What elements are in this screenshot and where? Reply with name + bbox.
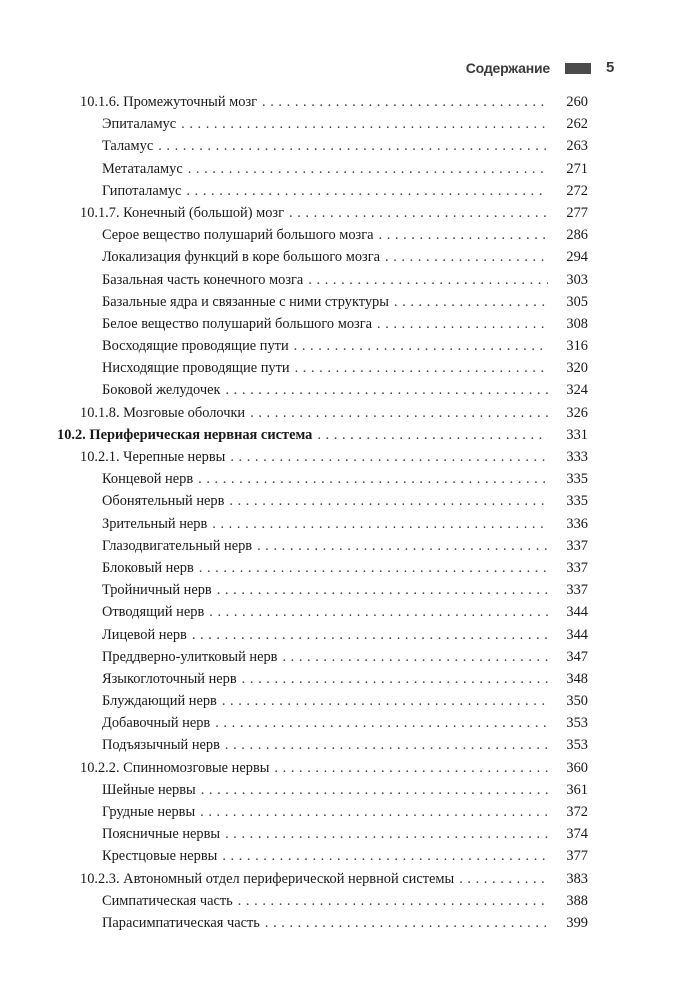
toc-entry-page: 361 [566, 781, 588, 798]
toc-entry-title: Боковой желудочек [102, 382, 221, 399]
toc-entry-page: 277 [566, 204, 588, 221]
toc-leader-dots [200, 801, 548, 823]
toc-entry-page: 331 [566, 426, 588, 443]
toc-leader-dots [212, 513, 548, 535]
toc-entry-page: 316 [566, 338, 588, 355]
toc-entry [57, 668, 588, 690]
toc-entry-page: 260 [566, 94, 588, 110]
toc-leader-dots [257, 535, 548, 557]
toc-entry [57, 180, 588, 202]
toc-entry-page: 360 [566, 759, 588, 776]
toc-entry [57, 202, 588, 224]
toc-entry-page: 324 [566, 382, 588, 399]
toc-entry-page: 320 [566, 360, 588, 377]
toc-entry-page: 383 [566, 870, 588, 887]
toc-entry-page: 326 [566, 404, 588, 421]
toc-entry-title: 10.2.3. Автономный отдел периферической нервной системы [80, 870, 455, 887]
toc-entry-page: 374 [566, 826, 588, 843]
toc-leader-dots [282, 646, 548, 668]
toc-entry-title: Белое вещество полушарий большого мозга [102, 315, 372, 332]
toc-leader-dots [186, 180, 548, 202]
toc-entry [57, 601, 588, 623]
toc-leader-dots [158, 135, 548, 157]
toc-entry [57, 757, 588, 779]
toc-entry-page: 348 [566, 670, 588, 687]
toc-entry [57, 402, 588, 424]
toc-entry-title: Добавочный нерв [102, 715, 211, 732]
toc-entry-page: 337 [566, 537, 588, 554]
toc-entry-title: Поясничные нервы [102, 826, 221, 843]
toc-entry-title: Подъязычный нерв [102, 737, 220, 754]
toc-leader-dots [225, 734, 548, 756]
toc-leader-dots [265, 912, 548, 934]
toc-entry-title: Зрительный нерв [102, 515, 208, 532]
toc-entry [57, 690, 588, 712]
toc-entry-page: 263 [566, 138, 588, 155]
toc-entry-title: Таламус [102, 138, 154, 155]
toc-entry-page: 388 [566, 892, 588, 909]
toc-entry-title: Языкоглоточный нерв [102, 670, 237, 687]
running-head [0, 58, 682, 80]
toc-leader-dots [317, 424, 548, 446]
toc-leader-dots [262, 91, 548, 113]
toc-entry-page: 337 [566, 559, 588, 576]
running-head-bar [565, 63, 591, 74]
toc-entry-page: 333 [566, 449, 588, 465]
toc-entry-title: Шейные нервы [102, 781, 196, 798]
toc-entry-page: 271 [566, 160, 588, 177]
toc-leader-dots [215, 712, 548, 734]
toc-entry-title: Преддверно-улитковый нерв [102, 648, 278, 665]
toc-entry-title: Обонятельный нерв [102, 493, 225, 510]
toc-leader-dots [308, 269, 548, 291]
toc-entry-page: 294 [566, 249, 588, 266]
toc-entry [57, 224, 588, 246]
toc-entry [57, 113, 588, 135]
toc-leader-dots [289, 202, 548, 224]
toc-entry-title: Метаталамус [102, 160, 183, 177]
toc-entry [57, 890, 588, 912]
toc-entry [57, 91, 588, 113]
running-head-title: Содержание [465, 60, 550, 76]
toc-entry [57, 734, 588, 756]
toc-entry-title: Блуждающий нерв [102, 693, 217, 710]
toc-entry [57, 291, 588, 313]
toc-entry [57, 779, 588, 801]
toc-entry [57, 135, 588, 157]
toc-entry-title: Тройничный нерв [102, 582, 212, 599]
toc-entry-page: 353 [566, 715, 588, 732]
toc-entry-page: 344 [566, 626, 588, 643]
toc-leader-dots [209, 601, 548, 623]
toc-entry-title: Базальная часть конечного мозга [102, 271, 304, 288]
toc-entry-title: Блоковый нерв [102, 559, 194, 576]
toc-entry-title: Крестцовые нервы [102, 848, 218, 865]
toc-entry-page: 399 [566, 914, 588, 931]
toc-entry-page: 372 [566, 804, 588, 820]
toc-leader-dots [192, 624, 548, 646]
toc-leader-dots [250, 402, 548, 424]
toc-leader-dots [217, 579, 548, 601]
toc-entry [57, 158, 588, 180]
toc-entry-title: Концевой нерв [102, 471, 194, 488]
toc-entry-title: 10.2. Периферическая нервная система [57, 426, 313, 443]
toc-leader-dots [295, 357, 548, 379]
toc-entry [57, 513, 588, 535]
toc-entry [57, 379, 588, 401]
toc-entry-page: 353 [566, 737, 588, 754]
toc-entry [57, 446, 588, 468]
toc-entry-title: Эпиталамус [102, 116, 177, 133]
toc-entry-title: 10.1.7. Конечный (большой) мозг [80, 204, 285, 221]
toc-entry [57, 424, 588, 446]
toc-entry-title: Восходящие проводящие пути [102, 338, 289, 355]
toc-leader-dots [222, 690, 548, 712]
toc-leader-dots [222, 845, 548, 867]
toc-leader-dots [274, 757, 548, 779]
toc-entry-page: 350 [566, 693, 588, 710]
toc-leader-dots [225, 823, 548, 845]
toc-leader-dots [394, 291, 548, 313]
toc-entry-title: Локализация функций в коре большого мозга [102, 249, 381, 266]
toc-entry [57, 801, 588, 823]
toc-entry-title: Гипоталамус [102, 182, 182, 199]
toc-entry-title: Базальные ядра и связанные с ними структуры [102, 293, 389, 310]
toc-entry-page: 344 [566, 604, 588, 621]
toc-entry-page: 308 [566, 315, 588, 332]
toc-leader-dots [377, 313, 548, 335]
toc-entry-title: Парасимпатическая часть [102, 914, 260, 931]
toc-leader-dots [294, 335, 548, 357]
toc-leader-dots [229, 490, 548, 512]
toc-entry-page: 335 [566, 493, 588, 510]
toc-entry [57, 646, 588, 668]
toc-entry-page: 337 [566, 582, 588, 599]
toc-entry [57, 357, 588, 379]
toc-leader-dots [181, 113, 548, 135]
toc-entry-title: Симпатическая часть [102, 892, 233, 909]
toc-entry [57, 269, 588, 291]
toc-entry-title: Лицевой нерв [102, 626, 187, 643]
page-number: 5 [606, 59, 615, 76]
toc-entry-title: 10.2.1. Черепные нервы [80, 449, 226, 465]
toc-entry [57, 335, 588, 357]
toc-leader-dots [201, 779, 548, 801]
toc-leader-dots [230, 446, 548, 468]
toc-entry [57, 823, 588, 845]
toc-entry-page: 335 [566, 471, 588, 488]
toc-leader-dots [238, 890, 548, 912]
toc-entry-page: 303 [566, 271, 588, 288]
toc-entry [57, 579, 588, 601]
toc-entry-page: 262 [566, 116, 588, 133]
toc-entry [57, 535, 588, 557]
toc-entry [57, 468, 588, 490]
toc-entry [57, 912, 588, 934]
toc-entry-title: 10.1.6. Промежуточный мозг [80, 94, 258, 110]
toc-entry-title: Нисходящие проводящие пути [102, 360, 290, 377]
toc-leader-dots [385, 246, 548, 268]
toc-leader-dots [459, 868, 548, 890]
toc-entry [57, 845, 588, 867]
toc-entry-page: 272 [566, 182, 588, 199]
table-of-contents [57, 91, 588, 934]
toc-entry-page: 336 [566, 515, 588, 532]
toc-entry [57, 313, 588, 335]
toc-entry [57, 490, 588, 512]
toc-leader-dots [242, 668, 548, 690]
toc-entry-page: 347 [566, 648, 588, 665]
toc-entry-title: 10.1.8. Мозговые оболочки [80, 404, 246, 421]
toc-entry-page: 286 [566, 227, 588, 244]
toc-leader-dots [198, 468, 548, 490]
toc-entry-title: Отводящий нерв [102, 604, 205, 621]
toc-entry [57, 712, 588, 734]
toc-entry-title: Серое вещество полушарий большого мозга [102, 227, 374, 244]
toc-leader-dots [225, 379, 548, 401]
toc-entry-title: Грудные нервы [102, 804, 196, 820]
toc-leader-dots [199, 557, 548, 579]
toc-entry [57, 557, 588, 579]
toc-entry-page: 377 [566, 848, 588, 865]
toc-entry-page: 305 [566, 293, 588, 310]
toc-entry [57, 624, 588, 646]
toc-entry [57, 868, 588, 890]
toc-entry-title: Глазодвигательный нерв [102, 537, 253, 554]
toc-leader-dots [379, 224, 548, 246]
toc-entry-title: 10.2.2. Спинномозговые нервы [80, 759, 270, 776]
toc-leader-dots [188, 158, 548, 180]
toc-entry [57, 246, 588, 268]
